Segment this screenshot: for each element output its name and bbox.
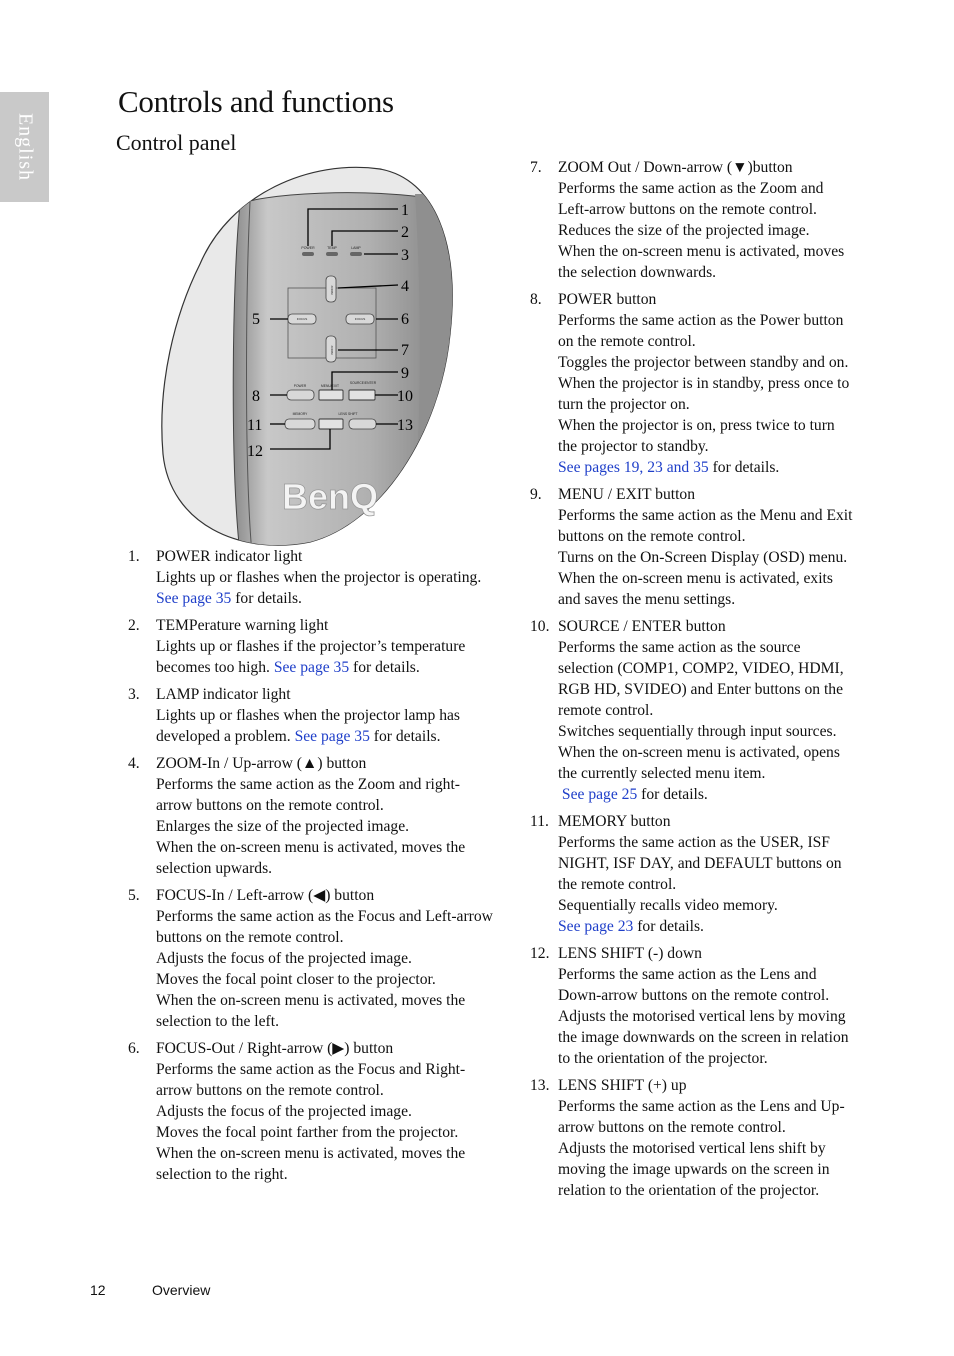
- footer-section: Overview: [152, 1282, 211, 1298]
- description-line: [156, 567, 528, 588]
- description-line: [558, 199, 890, 220]
- line-text: Performs the same action as the USER, ISF: [558, 834, 830, 851]
- item-title: POWER indicator light: [156, 548, 303, 565]
- line-text: the selection downwards.: [558, 264, 717, 281]
- item-description: [558, 178, 890, 283]
- description-line: [156, 705, 528, 726]
- list-item: [530, 943, 890, 1069]
- item-heading: [530, 484, 890, 505]
- description-line: [558, 637, 890, 658]
- callout-5: 5: [252, 311, 260, 328]
- focus-in-label: FOCUS: [296, 317, 308, 321]
- lamp-indicator-light: [350, 252, 362, 256]
- line-text: Moves the focal point closer to the projector.: [156, 971, 436, 988]
- line-text: Sequentially recalls video memory.: [558, 897, 778, 914]
- language-tab: [0, 92, 49, 202]
- description-line: [156, 1101, 528, 1122]
- line-text: developed a problem.: [156, 728, 295, 745]
- description-line: [558, 1048, 890, 1069]
- line-text: Toggles the projector between standby and on.: [558, 354, 849, 371]
- description-line: [558, 1138, 890, 1159]
- line-text: Performs the same action as the Focus and Left-arrow: [156, 908, 493, 925]
- item-title: MENU / EXIT button: [558, 486, 696, 503]
- item-number: 9.: [530, 486, 542, 503]
- description-line: [558, 415, 890, 436]
- item-number: 4.: [128, 755, 140, 772]
- line-text: Performs the same action as the Focus and Right-: [156, 1061, 466, 1078]
- control-panel-illustration: [160, 164, 455, 546]
- description-line: [156, 657, 528, 678]
- line-text: for details.: [231, 590, 302, 607]
- item-description: [156, 705, 528, 747]
- description-line: [558, 721, 890, 742]
- page-link[interactable]: See page 35: [156, 590, 232, 607]
- line-text: NIGHT, ISF DAY, and DEFAULT buttons on: [558, 855, 842, 872]
- row2-label-memory: MEMORY: [292, 412, 308, 416]
- focus-out-label: FOCUS: [354, 317, 366, 321]
- item-description: [156, 567, 528, 609]
- description-line: [156, 837, 528, 858]
- page-link[interactable]: See page 35: [273, 659, 350, 676]
- item-number: 8.: [530, 291, 542, 308]
- list-item: [530, 157, 890, 283]
- line-text: moving the image upwards on the screen in: [558, 1161, 830, 1178]
- item-heading: [530, 943, 890, 964]
- description-line: [156, 906, 528, 927]
- line-text: for details.: [637, 786, 708, 803]
- item-title: MEMORY button: [558, 813, 671, 830]
- item-number: 13.: [530, 1077, 550, 1094]
- lens-shift-up-button[interactable]: [349, 419, 376, 429]
- callout-3: 3: [401, 247, 409, 264]
- description-line: [558, 241, 890, 262]
- line-text: selection to the left.: [156, 1013, 279, 1030]
- description-line: [156, 948, 528, 969]
- description-line: [156, 1164, 528, 1185]
- item-description: [558, 637, 890, 805]
- item-heading: [530, 616, 890, 637]
- description-line: [558, 589, 890, 610]
- line-text: Reduces the size of the projected image.: [558, 222, 810, 239]
- line-text: Adjusts the focus of the projected image.: [156, 1103, 412, 1120]
- description-line: [558, 394, 890, 415]
- line-text: selection upwards.: [156, 860, 273, 877]
- item-number: 3.: [128, 686, 140, 703]
- power-button[interactable]: [287, 390, 314, 400]
- line-text: Adjusts the focus of the projected image.: [156, 950, 412, 967]
- page-title: Controls and functions: [118, 84, 394, 119]
- item-title: ZOOM Out / Down-arrow (▼)button: [558, 159, 793, 176]
- line-text: for details.: [708, 459, 780, 476]
- item-title: LENS SHIFT (-) down: [558, 945, 702, 962]
- language-tab-label: English: [14, 112, 36, 182]
- description-line: [156, 969, 528, 990]
- item-description: [156, 774, 528, 879]
- line-text: buttons on the remote control.: [156, 929, 344, 946]
- item-heading: [530, 1075, 890, 1096]
- line-text: becomes too high.: [156, 659, 274, 676]
- item-heading: [128, 885, 528, 906]
- line-text: When the on-screen menu is activated, moves: [558, 243, 845, 260]
- line-text: the image downwards on the screen in relation: [558, 1029, 849, 1046]
- description-line: [156, 1122, 528, 1143]
- description-line: [558, 658, 890, 679]
- description-line: [558, 262, 890, 283]
- page-link[interactable]: See pages 19, 23 and 35: [558, 459, 709, 476]
- line-text: the currently selected menu item.: [558, 765, 766, 782]
- item-heading: [128, 1038, 528, 1059]
- list-item: [530, 616, 890, 805]
- line-text: Lights up or flashes when the projector lamp has: [156, 707, 461, 724]
- item-description: [558, 1096, 890, 1201]
- item-heading: [128, 615, 528, 636]
- description-line: [558, 1117, 890, 1138]
- list-item: [530, 289, 890, 478]
- list-item: [128, 684, 528, 747]
- description-line: [558, 985, 890, 1006]
- description-line: [558, 679, 890, 700]
- row1-label-power: POWER: [293, 384, 307, 388]
- description-line: [558, 1006, 890, 1027]
- line-text: turn the projector on.: [558, 396, 690, 413]
- line-text: Turns on the On-Screen Display (OSD) menu.: [558, 549, 848, 566]
- item-description: [558, 310, 890, 478]
- description-line: [156, 1080, 528, 1101]
- item-number: 5.: [128, 887, 140, 904]
- section-title: Control panel: [116, 130, 237, 155]
- item-number: 1.: [128, 548, 140, 565]
- description-line: [558, 784, 890, 805]
- line-text: the projector to standby.: [558, 438, 709, 455]
- item-number: 10.: [530, 618, 550, 635]
- line-text: When the projector is on, press twice to turn: [558, 417, 835, 434]
- description-line: [558, 352, 890, 373]
- list-item: [128, 885, 528, 1032]
- callout-8: 8: [252, 388, 260, 405]
- line-text: the remote control.: [558, 876, 677, 893]
- line-text: Performs the same action as the Lens and: [558, 966, 817, 983]
- callout-10: 10: [397, 388, 413, 405]
- list-item: [128, 546, 528, 609]
- description-line: [558, 178, 890, 199]
- benq-logo: BenQ: [281, 476, 379, 517]
- description-line: [156, 726, 528, 747]
- item-title: TEMPerature warning light: [156, 617, 329, 634]
- page-number: 12: [90, 1282, 106, 1298]
- description-line: [558, 1096, 890, 1117]
- line-text: arrow buttons on the remote control.: [156, 1082, 384, 1099]
- line-text: When the on-screen menu is activated, opens: [558, 744, 840, 761]
- line-text: to the orientation of the projector.: [558, 1050, 768, 1067]
- item-number: 2.: [128, 617, 140, 634]
- description-line: [156, 816, 528, 837]
- right-column: [530, 157, 890, 1207]
- item-heading: [530, 289, 890, 310]
- line-text: arrow buttons on the remote control.: [156, 797, 384, 814]
- line-text: Moves the focal point farther from the projector.: [156, 1124, 459, 1141]
- line-text: remote control.: [558, 702, 654, 719]
- description-line: [558, 964, 890, 985]
- source-enter-button[interactable]: [349, 390, 375, 400]
- description-line: [156, 990, 528, 1011]
- page-link[interactable]: See page 25: [561, 786, 638, 803]
- item-description: [558, 832, 890, 937]
- line-text: Performs the same action as the Zoom and right-: [156, 776, 460, 793]
- line-text: Performs the same action as the Power button: [558, 312, 844, 329]
- line-text: relation to the orientation of the projector.: [558, 1182, 820, 1199]
- item-description: [156, 1059, 528, 1185]
- item-description: [156, 906, 528, 1032]
- list-item: [128, 615, 528, 678]
- temp-warning-light: [326, 252, 338, 256]
- callout-11: 11: [247, 417, 263, 434]
- description-line: [558, 331, 890, 352]
- item-heading: [128, 753, 528, 774]
- description-line: [156, 1011, 528, 1032]
- line-text: arrow buttons on the remote control.: [558, 1119, 786, 1136]
- power-indicator-light: [302, 252, 314, 256]
- callout-2: 2: [401, 224, 409, 241]
- item-description: [558, 505, 890, 610]
- line-text: Left-arrow buttons on the remote control.: [558, 201, 817, 218]
- description-line: [558, 1180, 890, 1201]
- description-line: [156, 795, 528, 816]
- item-number: 12.: [530, 945, 550, 962]
- line-text: Lights up or flashes if the projector’s temperature: [156, 638, 466, 655]
- line-text: Performs the same action as the Lens and Up-: [558, 1098, 845, 1115]
- item-heading: [530, 157, 890, 178]
- description-line: [558, 763, 890, 784]
- line-text: When the on-screen menu is activated, exits: [558, 570, 833, 587]
- line-text: Down-arrow buttons on the remote control.: [558, 987, 830, 1004]
- callout-9: 9: [401, 365, 409, 382]
- item-title: POWER button: [558, 291, 657, 308]
- item-title: ZOOM-In / Up-arrow (▲) button: [156, 755, 367, 772]
- description-line: [156, 588, 528, 609]
- line-text: for details.: [369, 728, 441, 745]
- left-column: [128, 546, 528, 1191]
- description-line: [558, 547, 890, 568]
- item-description: [156, 636, 528, 678]
- line-text: and saves the menu settings.: [558, 591, 736, 608]
- line-text: Enlarges the size of the projected image.: [156, 818, 410, 835]
- callout-6: 6: [401, 311, 409, 328]
- item-description: [558, 964, 890, 1069]
- line-text: for details.: [633, 918, 704, 935]
- line-text: When the on-screen menu is activated, moves the: [156, 1145, 466, 1162]
- item-number: 7.: [530, 159, 542, 176]
- description-line: [558, 742, 890, 763]
- line-text: Adjusts the motorised vertical lens by moving: [558, 1008, 846, 1025]
- indicator-label-lamp: LAMP: [351, 246, 361, 250]
- description-line: [558, 853, 890, 874]
- description-line: [558, 220, 890, 241]
- description-line: [558, 526, 890, 547]
- row1-label-menu: MENU/EXIT: [321, 384, 339, 388]
- lens-shift-down-button[interactable]: [319, 419, 343, 429]
- line-text: selection (COMP1, COMP2, VIDEO, HDMI,: [558, 660, 844, 677]
- indicator-label-temp: TEMP: [327, 246, 337, 250]
- callout-7: 7: [401, 342, 409, 359]
- page-link[interactable]: See page 23: [558, 918, 634, 935]
- description-line: [156, 927, 528, 948]
- item-title: FOCUS-Out / Right-arrow (▶) button: [156, 1040, 394, 1057]
- row1-label-source: SOURCE/ENTER: [349, 381, 377, 385]
- description-line: [558, 568, 890, 589]
- line-text: Adjusts the motorised vertical lens shift by: [558, 1140, 826, 1157]
- zoom-out-label: ZOOM: [330, 345, 334, 355]
- page-link[interactable]: See page 35: [294, 728, 370, 745]
- line-text: buttons on the remote control.: [558, 528, 746, 545]
- description-line: [558, 874, 890, 895]
- description-line: [558, 832, 890, 853]
- description-line: [558, 373, 890, 394]
- item-heading: [128, 546, 528, 567]
- description-line: [558, 457, 890, 478]
- description-line: [558, 1027, 890, 1048]
- item-title: LAMP indicator light: [156, 686, 291, 703]
- line-text: on the remote control.: [558, 333, 696, 350]
- line-text: Performs the same action as the Zoom and: [558, 180, 824, 197]
- description-line: [558, 310, 890, 331]
- line-text: When the on-screen menu is activated, moves the: [156, 839, 466, 856]
- description-line: [558, 505, 890, 526]
- zoom-in-label: ZOOM: [330, 285, 334, 295]
- list-item: [128, 1038, 528, 1185]
- row2-label-lens: LENS SHIFT: [338, 412, 358, 416]
- item-number: 6.: [128, 1040, 140, 1057]
- item-title: LENS SHIFT (+) up: [558, 1077, 687, 1094]
- description-line: [156, 636, 528, 657]
- line-text: RGB HD, SVIDEO) and Enter buttons on the: [558, 681, 843, 698]
- callout-13: 13: [397, 417, 413, 434]
- line-text: Performs the same action as the Menu and Exit: [558, 507, 853, 524]
- line-text: When the on-screen menu is activated, moves the: [156, 992, 466, 1009]
- menu-exit-button[interactable]: [319, 390, 343, 400]
- list-item: [128, 753, 528, 879]
- item-title: SOURCE / ENTER button: [558, 618, 726, 635]
- line-text: Lights up or flashes when the projector is operating.: [156, 569, 482, 586]
- description-line: [156, 774, 528, 795]
- line-text: When the projector is in standby, press once to: [558, 375, 850, 392]
- callout-1: 1: [401, 202, 409, 219]
- list-item: [530, 811, 890, 937]
- description-line: [558, 916, 890, 937]
- item-heading: [128, 684, 528, 705]
- callout-4: 4: [401, 278, 409, 295]
- line-text: Performs the same action as the source: [558, 639, 801, 656]
- description-line: [156, 1143, 528, 1164]
- line-text: Switches sequentially through input sources.: [558, 723, 837, 740]
- list-item: [530, 1075, 890, 1201]
- description-line: [558, 895, 890, 916]
- indicator-label-power: POWER: [301, 246, 315, 250]
- line-text: for details.: [349, 659, 420, 676]
- list-item: [530, 484, 890, 610]
- memory-button[interactable]: [285, 419, 315, 429]
- description-line: [558, 436, 890, 457]
- description-line: [156, 858, 528, 879]
- description-line: [558, 1159, 890, 1180]
- item-number: 11.: [530, 813, 549, 830]
- description-line: [156, 1059, 528, 1080]
- description-line: [558, 700, 890, 721]
- callout-12: 12: [247, 443, 263, 460]
- item-heading: [530, 811, 890, 832]
- item-title: FOCUS-In / Left-arrow (◀) button: [156, 887, 375, 904]
- line-text: selection to the right.: [156, 1166, 288, 1183]
